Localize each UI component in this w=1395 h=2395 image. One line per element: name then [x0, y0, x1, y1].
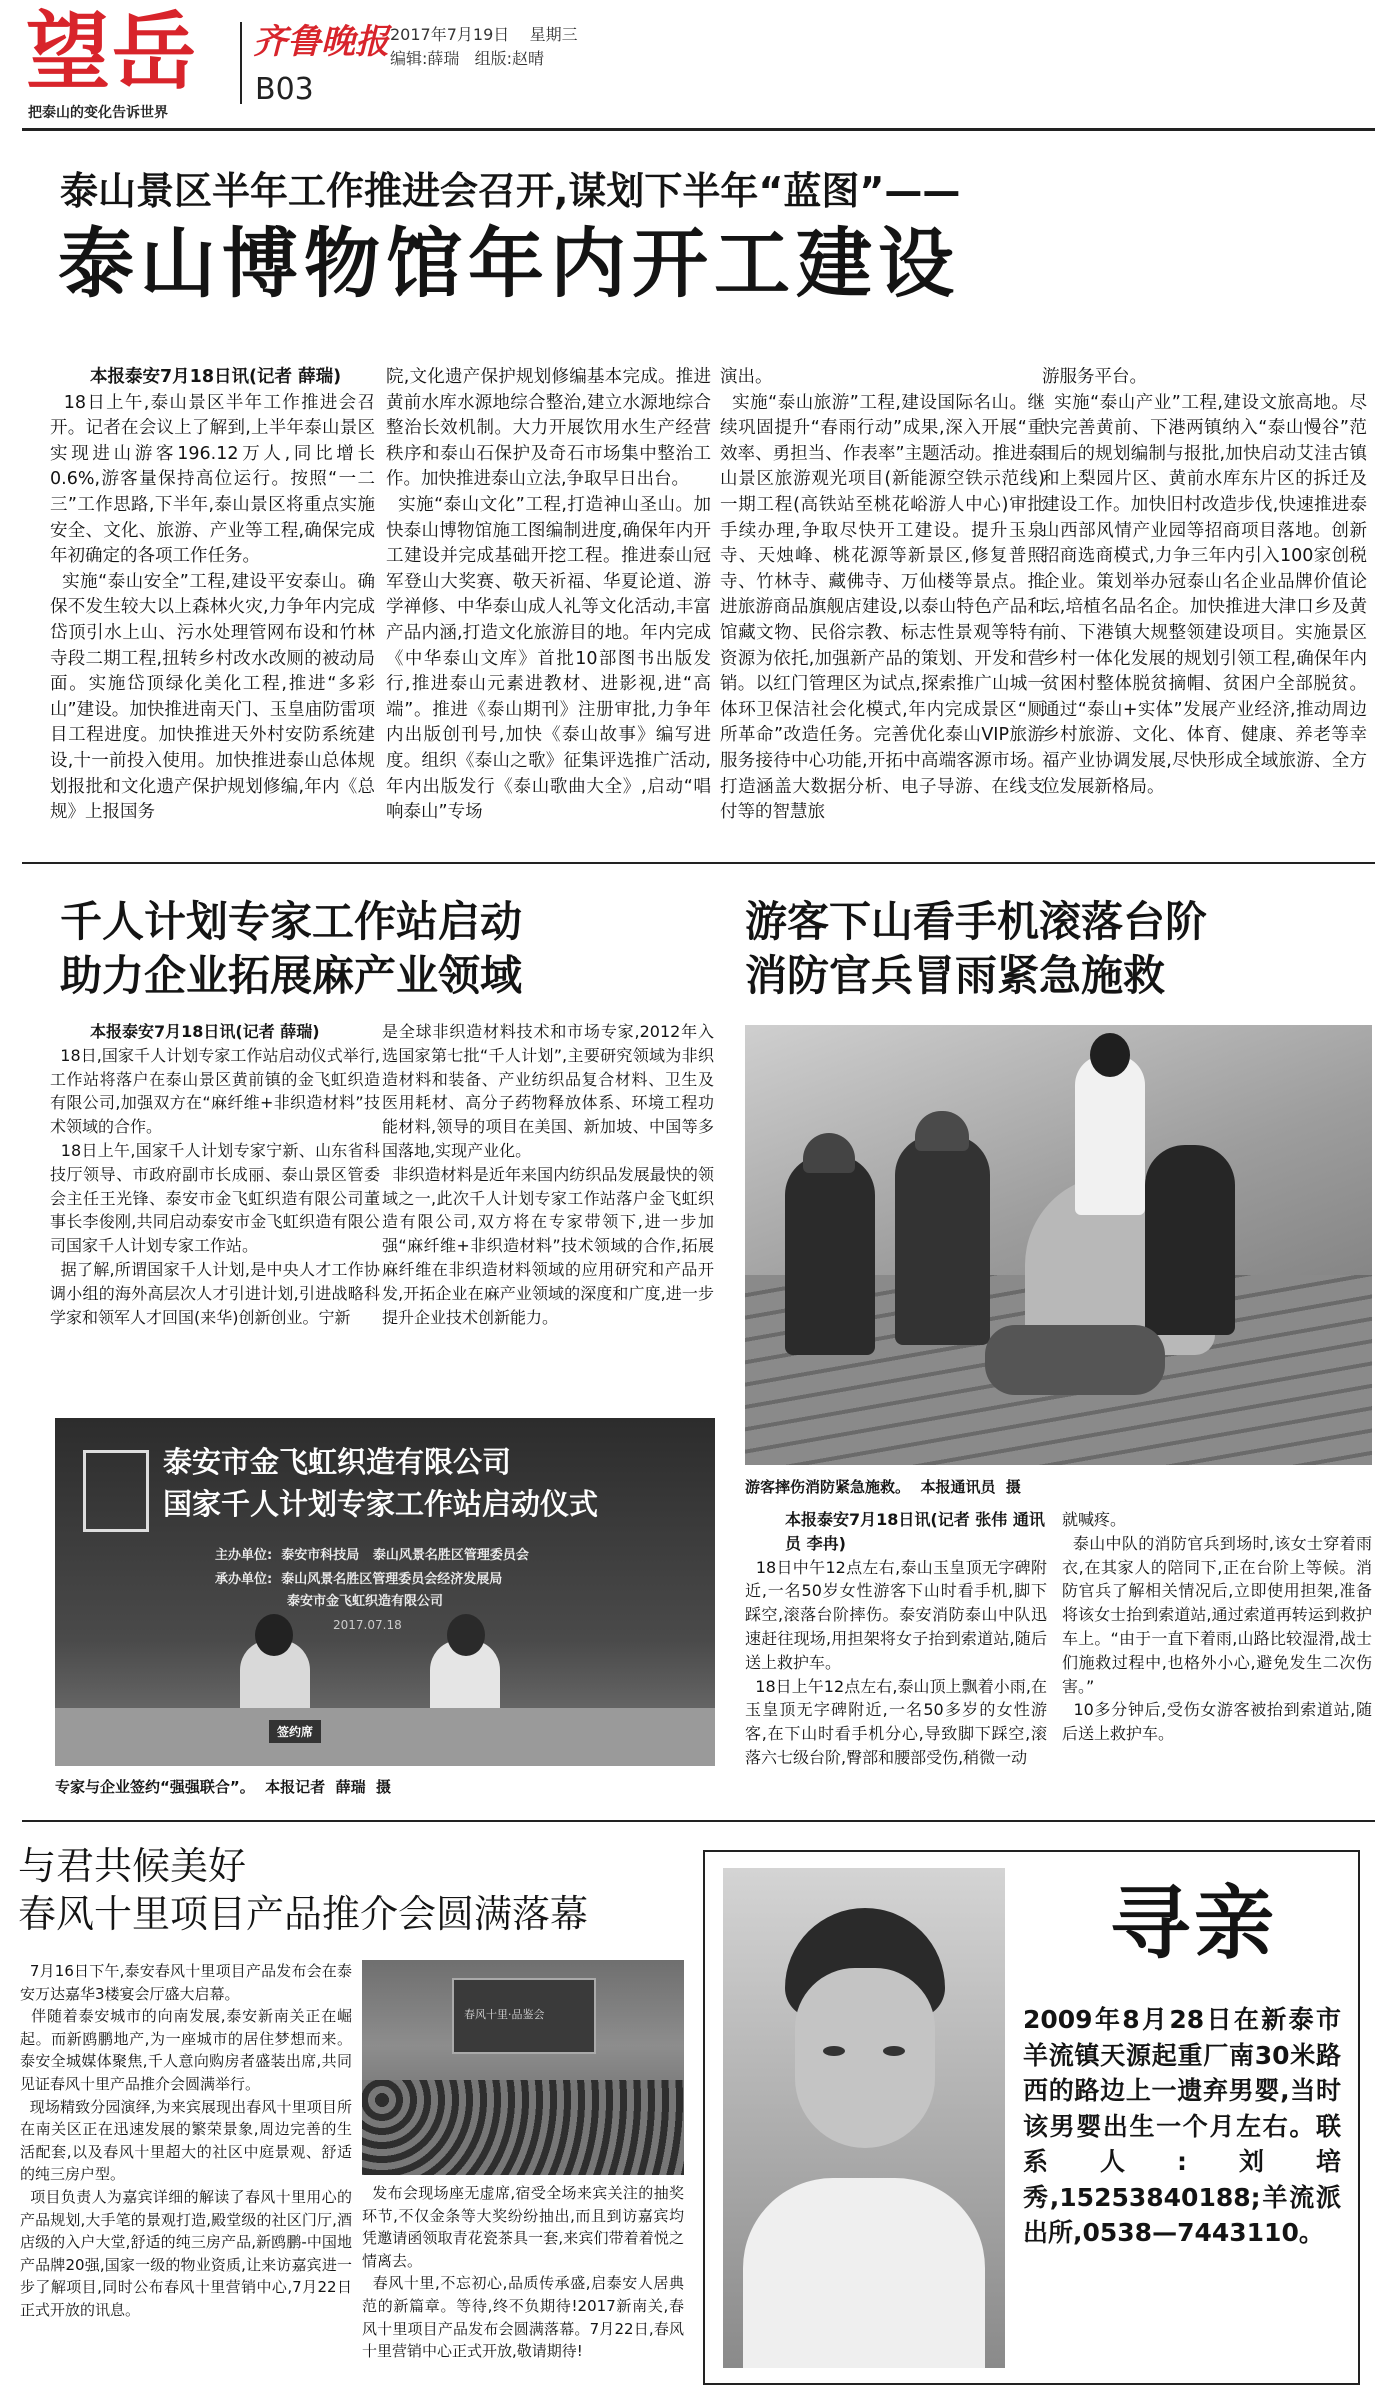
- article4-col2: [362, 2182, 684, 2382]
- article4-col2-text: 发布会现场座无虚席,宿受全场来宾关注的抽奖环节,不仅金条等大奖纷纷抽出,而且到访嘉宾均凭邀请函领取青花瓷茶具一套,来宾们带着着悦之情离去。 春风十里,不忘初心,品质传承盛,启泰安人居典范的新篇章。等待,终不负期待!2017新南关,春风十里项目产品发布会圆满落幕。7月22日,春风十里营销中心正式开放,敬请期待!: [362, 2184, 684, 2361]
- ceremony-organizer: 承办单位: 泰山风景名胜区管理委员会经济发展局: [215, 1572, 503, 1587]
- masthead-brand: 望岳: [26, 3, 199, 101]
- issue-date: [390, 22, 578, 45]
- article3-col2: [1062, 1508, 1372, 1808]
- section-rule-2: [22, 1820, 1375, 1822]
- missing-person-photo: [723, 1868, 1005, 2368]
- masthead-divider: [240, 22, 242, 104]
- article4-col1: [20, 1960, 352, 2380]
- firefighter-3: [1145, 1145, 1235, 1335]
- person-left-head: [255, 1614, 293, 1656]
- article1-col3: [720, 365, 1045, 845]
- masthead-slogan: 把泰山的变化告诉世界: [28, 105, 168, 121]
- boy-face: [795, 1968, 935, 2148]
- firefighter-2-helmet: [915, 1111, 969, 1151]
- article1-col2: [386, 365, 711, 845]
- article1-col2-text: 院,文化遗产保护规划修编基本完成。推进黄前水库水源地综合整治,建立水源地综合整治长效机制。大力开展饮用水生产经营秩序和泰山石保护及奇石市场集中整治工作。加快推进泰山立法,争取早日出台。 实施“泰山文化”工程,打造神山圣山。加快泰山博物馆施工图编制进度,确保年内开工建设并完成基础开挖工程。推进泰山冠军登山大奖赛、敬天祈福、华夏论道、游学禅修、中华泰山成人礼等文化活动,丰富产品内涵,打造文化旅游目的地。年内完成《中华泰山文库》首批10部图书出版发行,推进泰山元素进教材、进影视,进“高端”。推进《泰山期刊》注册审批,力争年内出版创刊号,加快《泰山故事》编写进度。组织《泰山之歌》征集评选推广活动,年内出版发行《泰山歌曲大全》,启动“唱响泰山”专场: [386, 367, 711, 823]
- article1-col4: [1042, 365, 1367, 845]
- article1-col4-text: 游服务平台。 实施“泰山产业”工程,建设文旅高地。尽快完善黄前、下港两镇纳入“泰山慢谷”范围后的规划编制与报批,加快启动艾洼古镇和上梨园片区、黄前水库东片区的拆迁及建设工作。加快旧村改造步伐,快速推进泰山西部风情产业园等招商项目落地。创新招商选商模式,力争三年内引入100家创税企业。策划举办冠泰山名企业品牌价值论坛,培植名品名企。加快推进大津口乡及黄前、下港镇大规整领建设项目。实施景区乡村一体化发展的规划引领工程,确保年内贫困村整体脱贫摘帽、贫困户全部脱贫。通过“泰山+实体”发展产业经济,推动周边乡村旅游、文化、体育、健康、养老等幸福产业协调发展,尽快形成全域旅游、全方位发展新格局。: [1042, 367, 1367, 797]
- article4-headline: [18, 1842, 588, 1938]
- masthead: [0, 0, 1395, 120]
- issue-weekday: 星期三: [529, 25, 578, 44]
- event-audience: [362, 2080, 684, 2175]
- signing-table: [55, 1708, 715, 1766]
- boy-shirt: [743, 2178, 985, 2368]
- masthead-rule: [22, 128, 1375, 131]
- article1-col1-text: 18日上午,泰山景区半年工作推进会召开。记者在会议上了解到,上半年泰山景区实现进山游客196.12万人,同比增长0.6%,游客量保持高位运行。按照“一二三”工作思路,下半年,泰山景区将重点实施安全、文化、旅游、产业等工程,确保完成年初确定的各项工作任务。 实施“泰山安全”工程,建设平安泰山。确保不发生较大以上森林火灾,力争年内完成岱顶引水上山、污水处理管网布设和竹林寺段二期工程,扭转乡村改水改厕的被动局面。实施岱顶绿化美化工程,推进“多彩山”建设。加快推进南天门、玉皇庙防雷项目工程进度。加快推进天外村安防系统建设,十一前投入使用。加快推进泰山总体规划报批和文化遗产保护规划修编,年内《总规》上报国务: [50, 392, 375, 823]
- section-rule-1: [22, 862, 1375, 864]
- rescue-photo-caption: 游客摔伤消防紧急施救。 本报通讯员 摄: [745, 1478, 1021, 1496]
- event-screen-text: 春风十里·品鉴会: [464, 2008, 545, 2021]
- rescue-photo: [745, 1025, 1372, 1465]
- issue-date-text: 2017年7月19日: [390, 25, 510, 44]
- person-right-head: [447, 1614, 485, 1656]
- newspaper-name: 齐鲁晚报: [253, 22, 389, 62]
- ceremony-organizer2: 泰安市金飞虹织造有限公司: [287, 1594, 444, 1609]
- ceremony-logo: [83, 1450, 149, 1532]
- missing-person-box: [703, 1850, 1360, 2385]
- article3-byline: 本报泰安7月18日讯(记者 张伟 通讯员 李冉): [785, 1510, 1045, 1553]
- article3-headline: [745, 895, 1207, 1003]
- article3-col1-text: 18日中午12点左右,泰山玉皇顶无字碑附近,一名50岁女性游客下山时看手机,脚下踩空,滚落台阶摔伤。泰安消防泰山中队迅速赶往现场,用担架将女子抬到索道站,随后送上救护车。 18日上午12点左右,泰山顶上飘着小雨,在玉皇顶无字碑附近,一名50多岁的女性游客,在下山时看手机分心,导致脚下踩空,滚落六七级台阶,臀部和腰部受伤,稍微一动: [745, 1557, 1047, 1767]
- article4-title2: 春风十里项目产品推介会圆满落幕: [18, 1892, 589, 1936]
- ceremony-banner-line1: 泰安市金飞虹织造有限公司: [163, 1445, 512, 1479]
- ceremony-host: 主办单位: 泰安市科技局 泰山风景名胜区管理委员会: [215, 1548, 529, 1563]
- page-number: B03: [255, 72, 314, 107]
- firefighter-1: [785, 1155, 875, 1355]
- article4-title1: 与君共候美好: [18, 1844, 247, 1888]
- signing-photo-caption: 专家与企业签约“强强联合”。 本报记者 薛瑞 摄: [55, 1778, 392, 1796]
- table-sign: 签约席: [269, 1720, 321, 1743]
- firefighter-1-helmet: [803, 1133, 855, 1173]
- boy-eye-left: [823, 2046, 845, 2056]
- missing-person-notice: 2009年8月28日在新泰市羊流镇天源起重厂南30米路西的路边上一遗弃男婴,当时该男婴出生一个月左右。联系人:刘培秀,15253840188;羊流派出所,0538—7443110。: [1023, 2005, 1341, 2247]
- article2-col2: [382, 1020, 714, 1395]
- article2-byline: 本报泰安7月18日讯(记者 薛瑞): [90, 1022, 320, 1041]
- article4-col1-text: 7月16日下午,泰安春风十里项目产品发布会在泰安万达嘉华3楼宴会厅盛大启幕。 伴随着泰安城市的向南发展,泰安新南关正在崛起。而新鸥鹏地产,为一座城市的居住梦想而来。泰安全城媒体聚焦,千人意向购房者盛装出席,共同见证春风十里产品推介会圆满举行。 现场精致分园演绎,为来宾展现出春风十里项目所在南关区正在迅速发展的繁荣景象,周边完善的生活配套,以及春风十里超大的社区中庭景观、舒适的纯三房户型。 项目负责人为嘉宾详细的解读了春风十里用心的产品规划,大手笔的景观打造,殿堂级的社区门厅,酒店级的入户大堂,舒适的纯三房产品,新鸥鹏-中国地产品牌20强,国家一级的物业资质,让来访嘉宾进一步了解项目,同时公布春风十里营销中心,7月22日正式开放的讯息。: [20, 1962, 352, 2319]
- article2-col2-text: 是全球非织造材料技术和市场专家,2012年入选国家第七批“千人计划”,主要研究领域为非织造材料和装备、产业纺织品复合材料、卫生及医用耗材、高分子药物释放体系、环境工程功能材料,领导的项目在美国、新加坡、中国等多国落地,实现产业化。 非织造材料是近年来国内纺织品发展最快的领域之一,此次千人计划专家工作站落户金飞虹织造有限公司,双方将在专家带领下,进一步加强“麻纤维+非织造材料”技术领域的合作,拓展麻纤维在非织造材料领域的应用研究和产品开发,开拓企业在麻产业领域的深度和广度,进一步提升企业技术创新能力。: [382, 1022, 714, 1327]
- ceremony-banner-line2: 国家千人计划专家工作站启动仪式: [163, 1487, 599, 1521]
- ceremony-date: 2017.07.18: [333, 1618, 402, 1632]
- article1-byline: 本报泰安7月18日讯(记者 薛瑞): [90, 367, 342, 387]
- article3-title2: 消防官兵冒雨紧急施救: [745, 951, 1166, 1000]
- injured-tourist: [985, 1325, 1165, 1395]
- article1-col3-text: 演出。 实施“泰山旅游”工程,建设国际名山。继续巩固提升“春雨行动”成果,深入开展“重效率、勇担当、作表率”主题活动。推进泰山景区旅游观光项目(新能源空铁示范线)一期工程(高铁站至桃花峪游人中心)审批手续办理,争取尽快开工建设。提升玉泉寺、天烛峰、桃花源等新景区,修复普照寺、竹林寺、藏佛寺、万仙楼等景点。推进旅游商品旗舰店建设,以泰山特色产品和馆藏文物、民俗宗教、标志性景观等特有资源为依托,加强新产品的策划、开发和营销。以红门管理区为试点,探索推广山城一体环卫保洁社会化模式,年内完成景区“厕所革命”改造任务。完善优化泰山VIP旅游服务接待中心功能,开拓中高端客源市场。打造涵盖大数据分析、电子导游、在线支付等的智慧旅: [720, 367, 1045, 823]
- article2-col1-text: 18日,国家千人计划专家工作站启动仪式举行,工作站将落户在泰山景区黄前镇的金飞虹织造有限公司,加强双方在“麻纤维+非织造材料”技术领域的合作。 18日上午,国家千人计划专家宁新、山东省科技厅领导、市政府副市长成丽、泰山景区管委会主任王光锋、泰安市金飞虹织造有限公司董事长李俊刚,共同启动泰安市金飞虹织造有限公司国家千人计划专家工作站。 据了解,所谓国家千人计划,是中央人才工作协调小组的海外高层次人才引进计划,引进战略科学家和领军人才回国(来华)创新创业。宁新: [50, 1045, 380, 1327]
- bystander-head: [1090, 1033, 1130, 1077]
- article2-headline: [60, 895, 522, 1003]
- article1-kicker: 泰山景区半年工作推进会召开,谋划下半年“蓝图”——: [60, 169, 961, 213]
- article1-title: 泰山博物馆年内开工建设: [58, 219, 960, 308]
- missing-person-title: 寻亲: [1110, 1877, 1278, 1970]
- article2-col1: [50, 1020, 380, 1395]
- article3-title1: 游客下山看手机滚落台阶: [745, 897, 1208, 946]
- firefighter-2: [895, 1135, 990, 1345]
- bystander: [1075, 1055, 1145, 1215]
- article3-col2-text: 就喊疼。 泰山中队的消防官兵到场时,该女士穿着雨衣,在其家人的陪同下,正在台阶上等候。消防官兵了解相关情况后,立即使用担架,准备将该女士抬到索道站,通过索道再转运到救护车上。“由于一直下着雨,山路比较湿滑,战士们施救过程中,也格外小心,避免发生二次伤害。” 10多分钟后,受伤女游客被抬到索道站,随后送上救护车。: [1062, 1510, 1372, 1744]
- article2-title2: 助力企业拓展麻产业领域: [60, 951, 523, 1000]
- boy-eye-right: [883, 2046, 905, 2056]
- article2-title1: 千人计划专家工作站启动: [60, 897, 523, 946]
- signing-ceremony-photo: [55, 1418, 715, 1766]
- launch-event-photo: [362, 1960, 684, 2175]
- editor-credits: 编辑:薛瑞 组版:赵晴: [390, 49, 545, 68]
- article1-col1: [50, 365, 375, 845]
- article3-col1: [745, 1508, 1047, 1808]
